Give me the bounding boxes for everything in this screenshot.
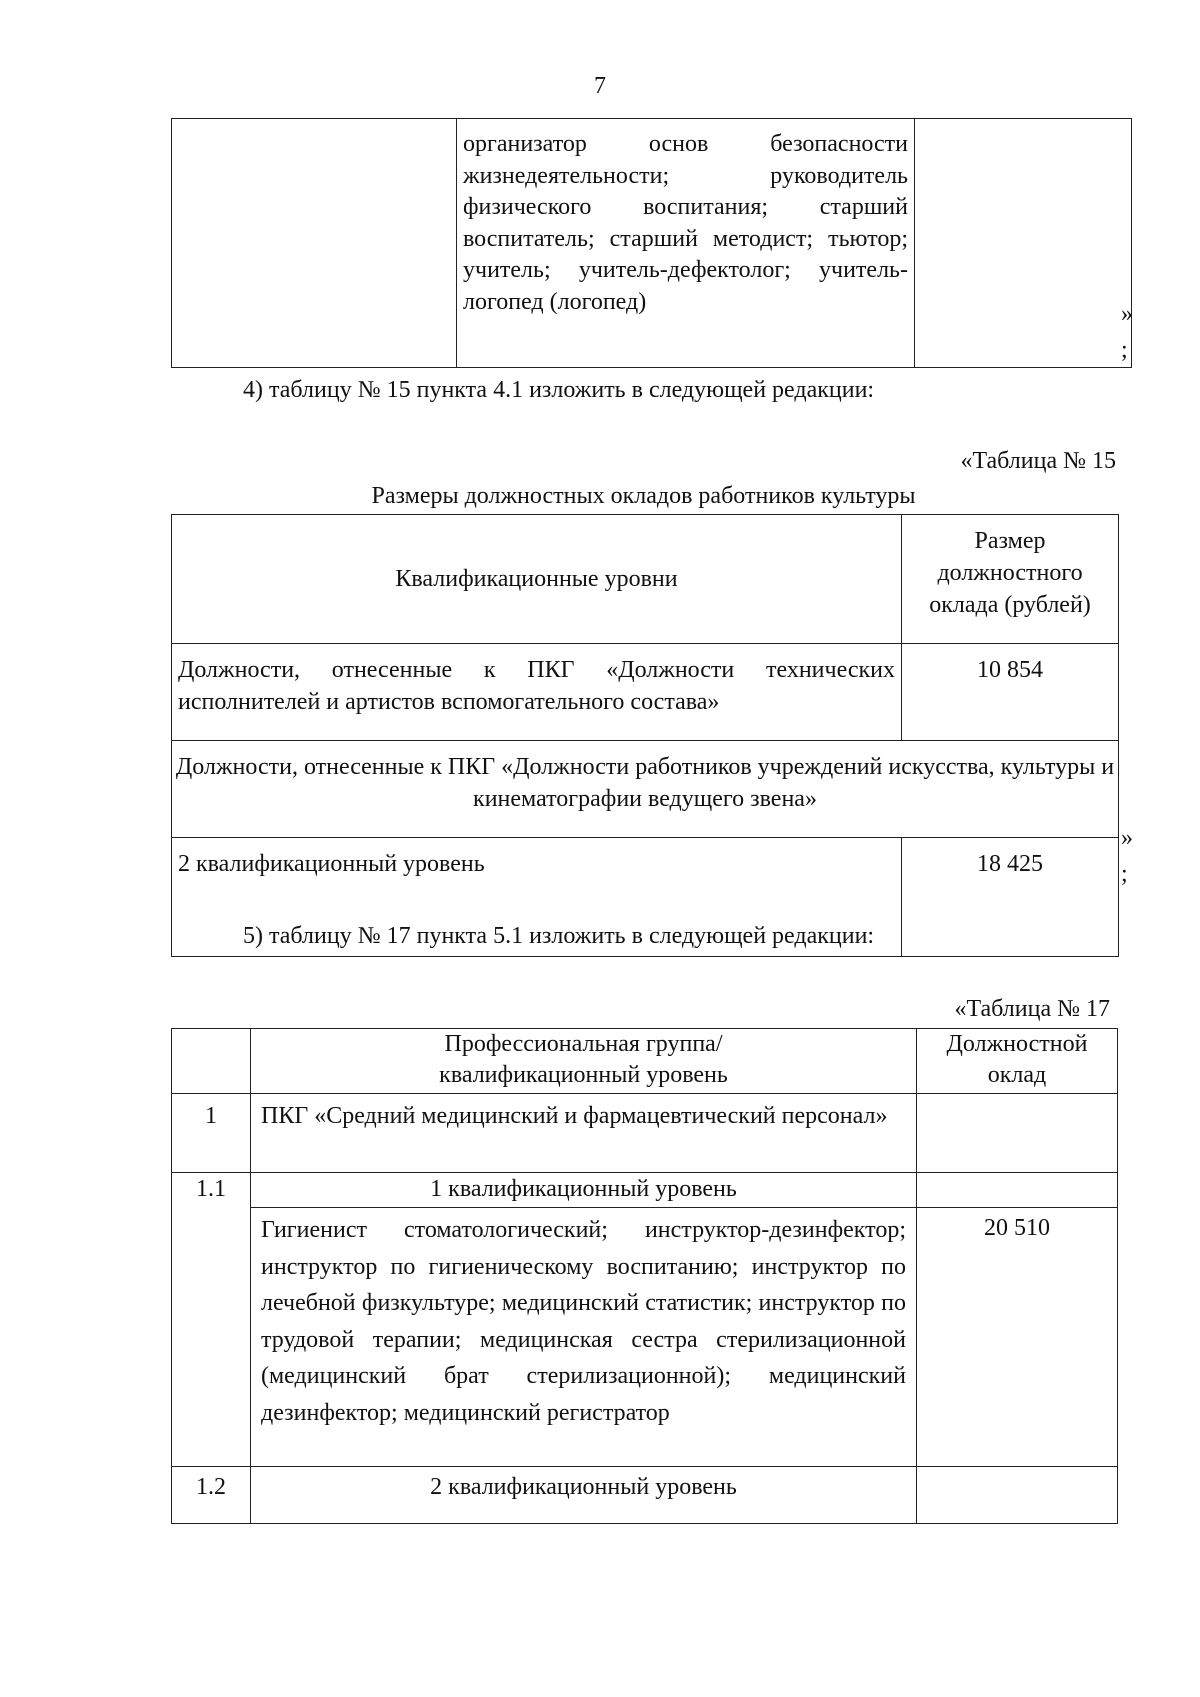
- salary-cell: 18 425: [902, 838, 1119, 957]
- row-number: 1.1: [172, 1173, 251, 1467]
- qualification-level-cell: 2 квалификационный уровень: [172, 838, 902, 957]
- salary-cell: [917, 1467, 1118, 1524]
- header-text: Профессиональная группа/: [444, 1031, 723, 1057]
- paragraph-4: 4) таблицу № 15 пункта 4.1 изложить в следующей редакции:: [243, 377, 875, 403]
- header-salary-size: Размер должностного оклада (рублей): [902, 515, 1119, 644]
- table-cell-empty: [915, 119, 1132, 368]
- salary-cell: [917, 1173, 1118, 1208]
- table-17: [171, 1028, 1118, 1524]
- qualification-level-cell: 1 квалификационный уровень: [251, 1173, 917, 1208]
- table-15: [171, 514, 1119, 957]
- row-number: 1.2: [172, 1467, 251, 1524]
- position-group-heading: Должности, отнесенные к ПКГ «Должности работников учреждений искусства, культуры и кинематографии ведущего звена»: [172, 741, 1119, 838]
- row-number: 1: [172, 1094, 251, 1173]
- table15-label: «Таблица № 15: [960, 448, 1116, 474]
- table-row: [172, 1094, 1118, 1173]
- header-text: оклад: [987, 1062, 1047, 1088]
- salary-cell: 20 510: [917, 1208, 1118, 1467]
- header-text: Должностной: [946, 1031, 1088, 1057]
- position-group-cell: Должности, отнесенные к ПКГ «Должности технических исполнителей и артистов вспомогательного состава»: [172, 644, 902, 741]
- table-cell-empty: [172, 119, 457, 368]
- position-list-cell: Гигиенист стоматологический; инструктор-дезинфектор; инструктор по гигиеническому воспитанию; инструктор по лечебной физкультуре; медицинский статистик; инструктор по трудовой терапии; медицинская сестра стерилизационной (медицинский брат стерилизационной); медицинский дезинфектор; медицинский регистратор: [251, 1208, 917, 1467]
- closing-quote-mark: [1121, 820, 1133, 892]
- closing-quote: »: [1121, 825, 1133, 851]
- table-header-row: [172, 515, 1119, 644]
- table-row: [172, 1208, 1118, 1467]
- table17-label: «Таблица № 17: [954, 996, 1110, 1022]
- professional-group-cell: ПКГ «Средний медицинский и фармацевтический персонал»: [251, 1094, 917, 1173]
- qualification-level-cell: 2 квалификационный уровень: [251, 1467, 917, 1524]
- table-header-row: [172, 1029, 1118, 1094]
- table-row: [172, 119, 1132, 368]
- table-row: [172, 1173, 1118, 1208]
- header-qualification-levels: Квалификационные уровни: [172, 515, 902, 644]
- salary-cell: [917, 1094, 1118, 1173]
- header-salary: [917, 1029, 1118, 1094]
- header-text: квалификационный уровень: [439, 1062, 728, 1088]
- header-number: [172, 1029, 251, 1094]
- semicolon: ;: [1121, 861, 1128, 887]
- header-professional-group: [251, 1029, 917, 1094]
- table-row: [172, 1467, 1118, 1524]
- page-number: 7: [594, 73, 606, 99]
- closing-quote: »: [1121, 301, 1133, 327]
- table15-title: Размеры должностных окладов работников культуры: [371, 483, 916, 509]
- table-row: [172, 644, 1119, 741]
- position-list-cell: организатор основ безопасности жизнедеятельности; руководитель физического воспитания; старший воспитатель; старший методист; тьютор; учитель; учитель-дефектолог; учитель-логопед (логопед): [457, 119, 915, 368]
- table-group-row: [172, 741, 1119, 838]
- closing-quote-mark: [1121, 296, 1133, 368]
- paragraph-5: 5) таблицу № 17 пункта 5.1 изложить в следующей редакции:: [243, 923, 875, 949]
- semicolon: ;: [1121, 337, 1128, 363]
- continued-table: [171, 118, 1132, 368]
- salary-cell: 10 854: [902, 644, 1119, 741]
